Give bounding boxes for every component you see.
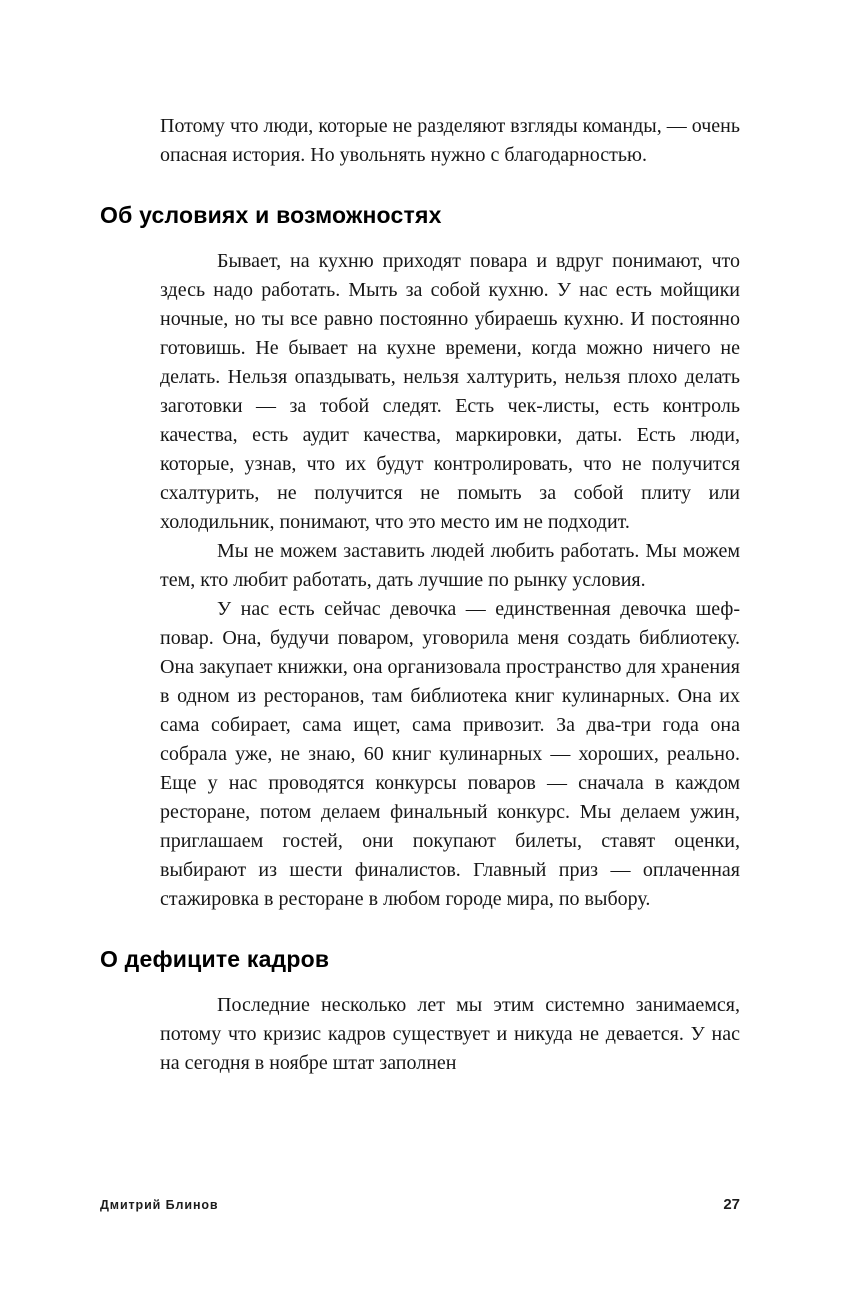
paragraph: У нас есть сейчас девочка — единственная девочка шеф-повар. Она, будучи поваром, уговорила меня создать библиотеку. Она закупает книжки, она организовала пространство для хранения в одном из ресторанов, там библиотека книг кулинарных. Она их сама собирает, сама ищет, сама привозит. За два-три года она собрала уже, не знаю, 60 книг кулинарных — хороших, реально. Еще у нас проводятся конкурсы поваров — сначала в каждом ресторане, потом делаем финальный конкурс. Мы делаем ужин, приглашаем гостей, они покупают билеты, ставят оценки, выбирают из шести финалистов. Главный приз — оплаченная стажировка в ресторане в любом городе мира, по выбору. <box>160 597 740 910</box>
section-heading-conditions: Об условиях и возможностях <box>100 202 442 228</box>
page-footer <box>100 1196 740 1213</box>
paragraph: Последние несколько лет мы этим системно занимаемся, потому что кризис кадров существует и никуда не девается. У нас на сегодня в ноябре штат заполнен <box>160 993 740 1074</box>
paragraph-continuation: Потому что люди, которые не разделяют взгляды команды, — очень опасная история. Но увольнять нужно с благодарностью. <box>160 115 740 166</box>
paragraph: Мы не можем заставить людей любить работать. Мы можем тем, кто любит работать, дать лучшие по рынку условия. <box>160 539 740 591</box>
page-number: 27 <box>723 1196 740 1213</box>
paragraph: Бывает, на кухню приходят повара и вдруг понимают, что здесь надо работать. Мыть за собой кухню. У нас есть мойщики ночные, но ты все равно постоянно убираешь кухню. И постоянно готовишь. Не бывает на кухне времени, когда можно ничего не делать. Нельзя опаздывать, нельзя халтурить, нельзя плохо делать заготовки — за тобой следят. Есть чек-листы, есть контроль качества, есть аудит качества, маркировки, даты. Есть люди, которые, узнав, что их будут контролировать, что не получится схалтурить, не получится не помыть за собой плиту или холодильник, понимают, что это место им не подходит. <box>160 249 740 533</box>
footer-author: Дмитрий Блинов <box>100 1198 219 1212</box>
section-heading-staff-shortage: О дефиците кадров <box>100 945 330 972</box>
